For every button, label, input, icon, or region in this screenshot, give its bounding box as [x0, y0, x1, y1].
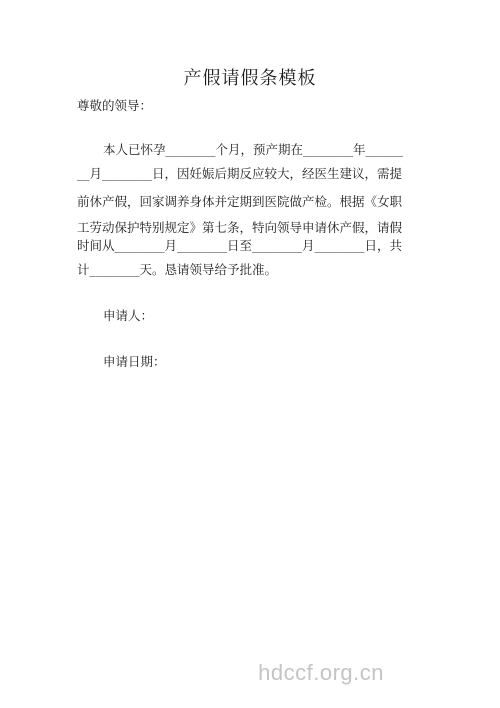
- body-line: 本人已怀孕________个月，预产期在________年______: [103, 142, 404, 157]
- body-line: 计________天。恳请领导给予批准。: [77, 262, 278, 277]
- document-title: 产假请假条模板: [183, 68, 317, 89]
- greeting: 尊敬的领导：: [77, 98, 153, 113]
- applicant-label: 申请人：: [103, 308, 154, 323]
- application-date-label: 申请日期：: [103, 354, 166, 369]
- body-line: 工劳动保护特别规定》第七条，特向领导申请休产假，请假: [77, 220, 403, 235]
- body-line: 前休产假，回家调养身体并定期到医院做产检。根据《女职: [77, 194, 403, 209]
- body-line: 时间从________月________日至________月________日，共: [77, 238, 403, 253]
- body-line: __月________日，因妊娠后期反应较大，经医生建议，需提: [77, 166, 403, 181]
- watermark: hdccf.org.cn: [258, 660, 384, 685]
